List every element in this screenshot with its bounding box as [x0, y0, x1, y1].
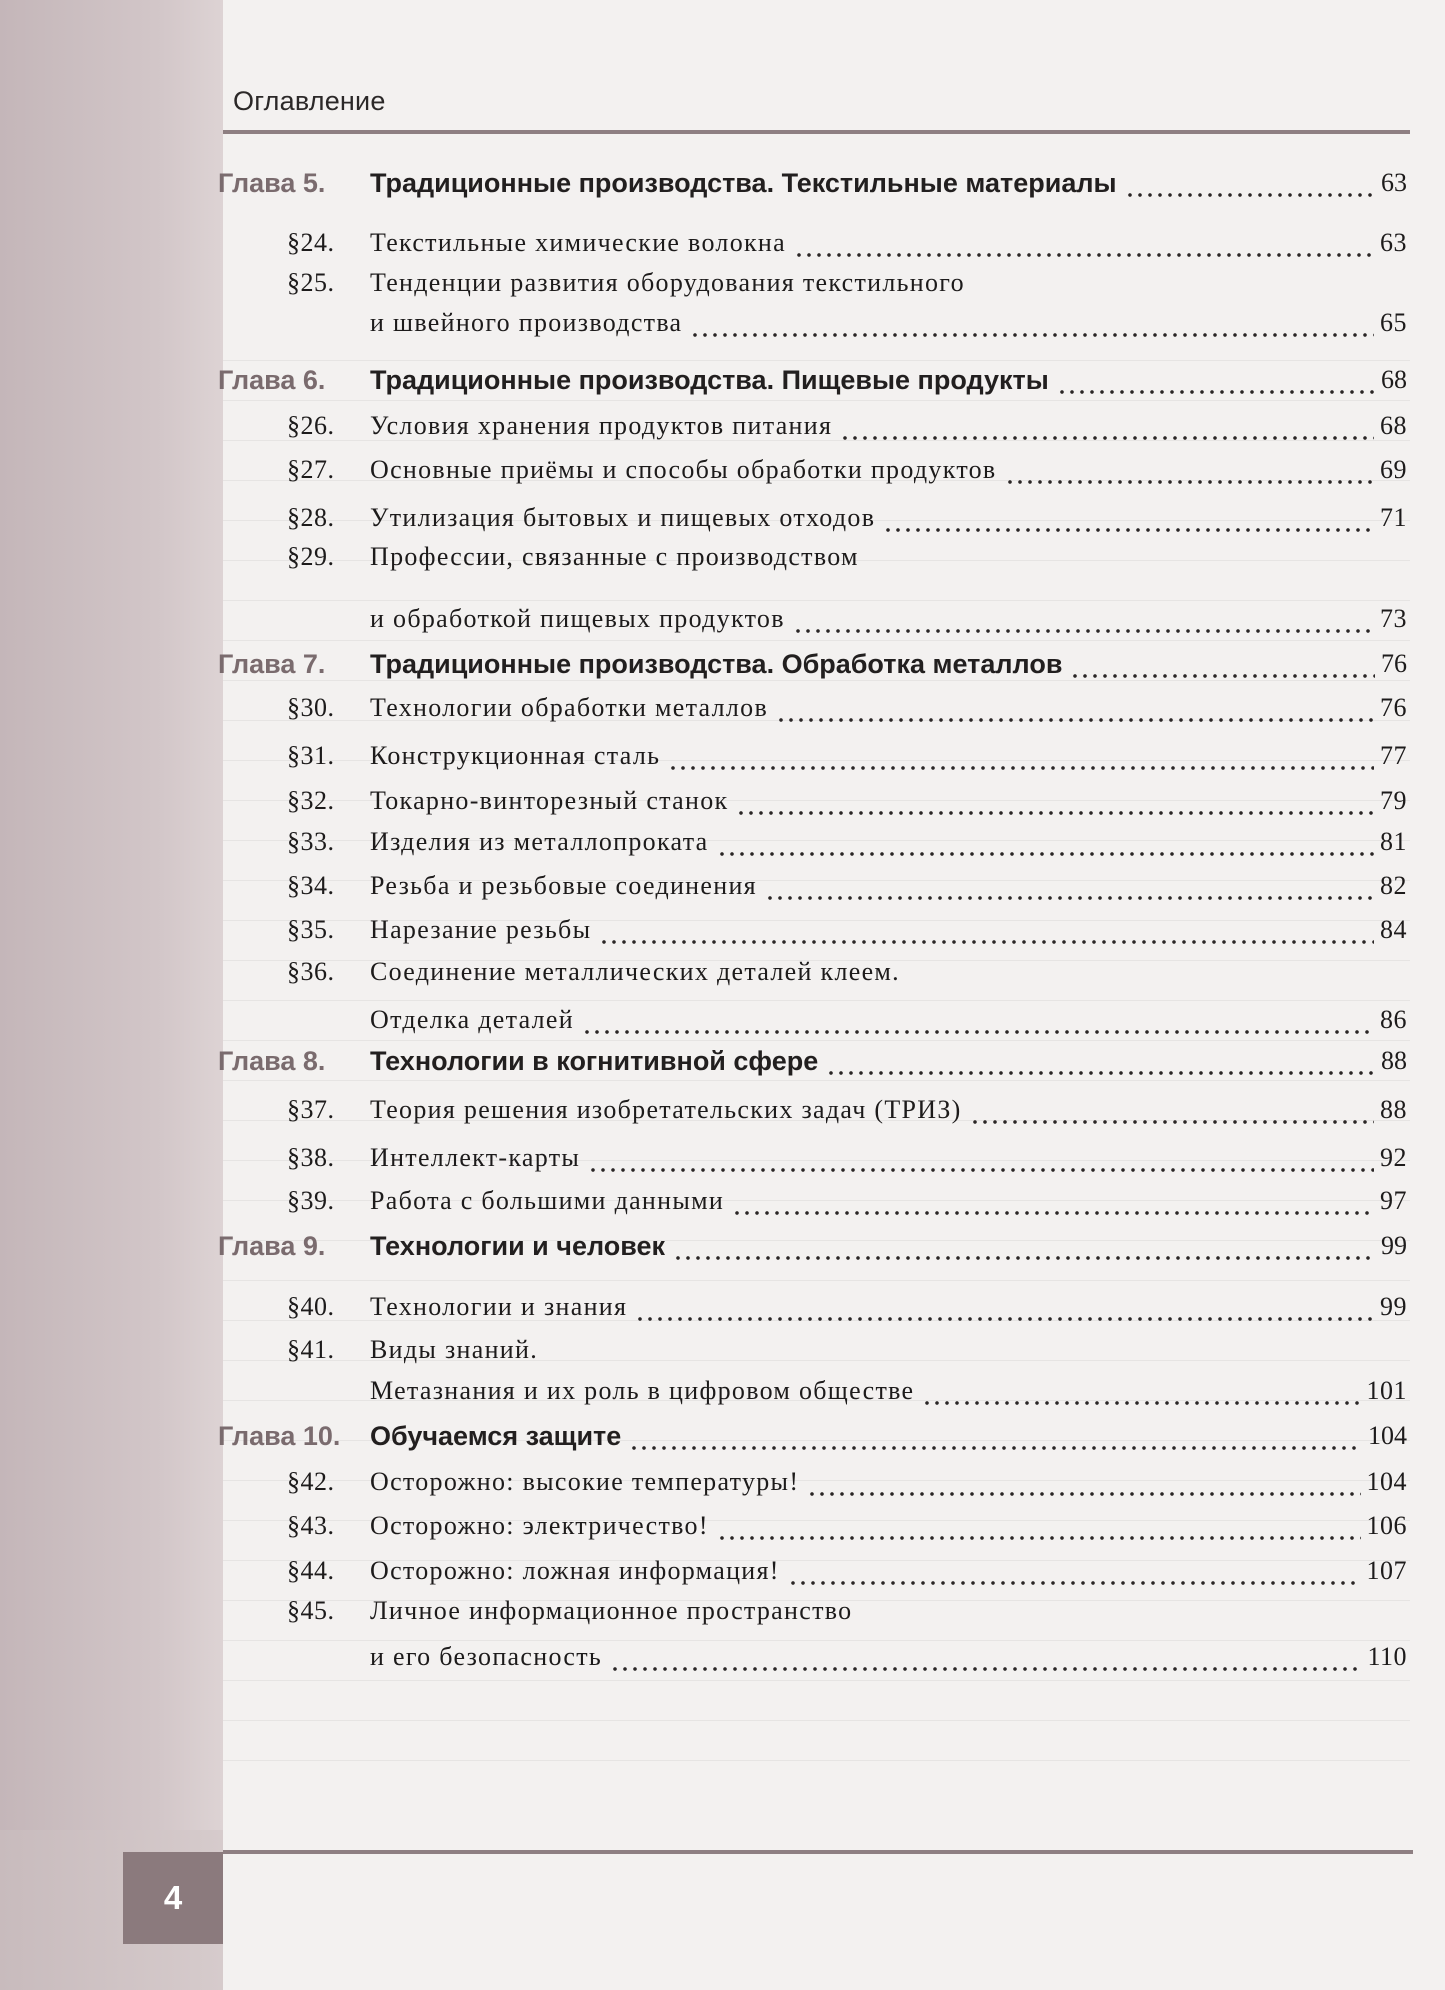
dot-leader: [776, 688, 1374, 728]
section-number: §44.: [287, 1556, 335, 1585]
page-ref: 76: [1380, 693, 1407, 722]
page-ref: 84: [1380, 915, 1407, 944]
page-ref: 68: [1381, 365, 1407, 394]
chapter-label: Глава 5.: [218, 168, 326, 198]
section-title: Резьба и резьбовые соединения: [370, 871, 757, 900]
section-title: Основные приёмы и способы обработки продуктов: [370, 455, 997, 484]
dot-leader: [588, 1138, 1374, 1178]
toc-section-row: [0, 1330, 1445, 1370]
dot-leader: [599, 910, 1374, 950]
section-number: §31.: [287, 741, 335, 770]
toc-section-row: [0, 303, 1445, 343]
section-title: Осторожно: электричество!: [370, 1511, 709, 1540]
section-title: Изделия из металлопроката: [370, 827, 709, 856]
toc-section-row: [0, 537, 1445, 577]
page-ref: 76: [1381, 649, 1407, 678]
section-number: §43.: [287, 1511, 335, 1540]
page-ref: 79: [1380, 786, 1407, 815]
section-title: Виды знаний.: [370, 1335, 539, 1364]
chapter-title: Обучаемся защите: [370, 1421, 622, 1451]
page-ref: 63: [1380, 228, 1407, 257]
header-rule: [223, 130, 1410, 134]
section-title: Условия хранения продуктов питания: [370, 411, 833, 440]
page-ref: 99: [1380, 1292, 1407, 1321]
page-ref: 99: [1381, 1231, 1407, 1260]
toc-section-row: [0, 1371, 1445, 1411]
toc-section-row: [0, 223, 1445, 263]
section-number: §26.: [287, 411, 335, 440]
toc-section-row: [0, 263, 1445, 303]
section-number: §42.: [287, 1467, 335, 1496]
dot-leader: [840, 406, 1374, 446]
section-number: §39.: [287, 1186, 335, 1215]
page-ref: 97: [1380, 1186, 1407, 1215]
dot-leader: [717, 1506, 1361, 1546]
section-number: §36.: [287, 957, 335, 986]
page-header-title: Оглавление: [233, 86, 386, 116]
toc-section-row: [0, 1551, 1445, 1591]
dot-leader: [736, 781, 1374, 821]
section-title: Утилизация бытовых и пищевых отходов: [370, 503, 876, 532]
dot-leader: [610, 1637, 1361, 1677]
chapter-title: Традиционные производства. Текстильные материалы: [370, 168, 1117, 198]
toc-chapter-row: [0, 360, 1445, 400]
section-number: §28.: [287, 503, 335, 532]
chapter-label: Глава 9.: [218, 1231, 326, 1261]
section-number: §45.: [287, 1596, 335, 1625]
section-number: §27.: [287, 455, 335, 484]
page-ref: 110: [1367, 1642, 1407, 1671]
section-number: §38.: [287, 1143, 335, 1172]
dot-leader: [673, 1226, 1375, 1266]
dot-leader: [883, 498, 1374, 538]
dot-leader: [635, 1287, 1374, 1327]
page-ref: 101: [1366, 1376, 1407, 1405]
toc-section-row: [0, 1462, 1445, 1502]
chapter-label: Глава 8.: [218, 1046, 326, 1076]
dot-leader: [970, 1090, 1374, 1130]
toc-section-row: [0, 1287, 1445, 1327]
page-ref: 73: [1380, 604, 1407, 633]
toc-section-row: [0, 736, 1445, 776]
page-ref: 104: [1366, 1467, 1407, 1496]
toc-section-row: [0, 1090, 1445, 1130]
toc-chapter-row: [0, 1416, 1445, 1456]
section-title: и швейного производства: [370, 308, 683, 337]
section-title: Осторожно: ложная информация!: [370, 1556, 780, 1585]
section-number: §30.: [287, 693, 335, 722]
dot-leader: [807, 1462, 1361, 1502]
dot-leader: [582, 1000, 1374, 1040]
dot-leader: [629, 1416, 1362, 1456]
section-title: Технологии обработки металлов: [370, 693, 769, 722]
section-number: §34.: [287, 871, 335, 900]
dot-leader: [668, 736, 1374, 776]
section-title: Текстильные химические волокна: [370, 228, 786, 257]
section-title: и обработкой пищевых продуктов: [370, 604, 785, 633]
toc-section-row: [0, 450, 1445, 490]
chapter-title: Традиционные производства. Обработка металлов: [370, 649, 1063, 679]
section-number: §41.: [287, 1335, 335, 1364]
chapter-title: Традиционные производства. Пищевые продукты: [370, 365, 1049, 395]
page-ref: 71: [1380, 503, 1407, 532]
page-ref: 81: [1380, 827, 1407, 856]
toc-section-row: [0, 688, 1445, 728]
section-number: §25.: [287, 268, 335, 297]
section-title: Тенденции развития оборудования текстильного: [370, 268, 965, 297]
section-number: §29.: [287, 542, 335, 571]
page-ref: 106: [1366, 1511, 1407, 1540]
section-title: и его безопасность: [370, 1642, 603, 1671]
page-ref: 65: [1380, 308, 1407, 337]
toc-section-row: [0, 781, 1445, 821]
toc-section-row: [0, 1591, 1445, 1631]
toc-chapter-row: [0, 1226, 1445, 1266]
toc-section-row: [0, 406, 1445, 446]
section-title: Личное информационное пространство: [370, 1596, 853, 1625]
page-ref: 92: [1380, 1143, 1407, 1172]
toc-section-row: [0, 1181, 1445, 1221]
dot-leader: [826, 1041, 1375, 1081]
page-ref: 69: [1380, 455, 1407, 484]
dot-leader: [732, 1181, 1374, 1221]
section-title: Конструкционная сталь: [370, 741, 661, 770]
toc-section-row: [0, 498, 1445, 538]
page-ref: 107: [1366, 1556, 1407, 1585]
page-ref: 68: [1380, 411, 1407, 440]
dot-leader: [690, 303, 1374, 343]
section-title: Осторожно: высокие температуры!: [370, 1467, 800, 1496]
toc-section-row: [0, 1138, 1445, 1178]
section-title: Токарно-винторезный станок: [370, 786, 729, 815]
section-title: Интеллект-карты: [370, 1143, 581, 1172]
section-number: §37.: [287, 1095, 335, 1124]
toc-chapter-row: [0, 644, 1445, 684]
toc-section-row: [0, 599, 1445, 639]
dot-leader: [717, 822, 1374, 862]
section-title: Теория решения изобретательских задач (ТРИЗ): [370, 1095, 962, 1124]
chapter-title: Технологии в когнитивной сфере: [370, 1046, 819, 1076]
section-title: Технологии и знания: [370, 1292, 628, 1321]
page-ref: 88: [1380, 1095, 1407, 1124]
section-number: §40.: [287, 1292, 335, 1321]
dot-leader: [765, 866, 1374, 906]
page-number-box: [123, 1852, 223, 1944]
dot-leader: [1125, 163, 1375, 203]
section-number: §24.: [287, 228, 335, 257]
section-title: Соединение металлических деталей клеем.: [370, 957, 900, 986]
page-ref: 77: [1380, 741, 1407, 770]
page-ref: 104: [1368, 1421, 1407, 1450]
chapter-title: Технологии и человек: [370, 1231, 666, 1261]
section-number: §33.: [287, 827, 335, 856]
dot-leader: [1057, 360, 1375, 400]
dot-leader: [793, 599, 1374, 639]
page-number: 4: [163, 1879, 183, 1916]
dot-leader: [1005, 450, 1374, 490]
toc-section-row: [0, 952, 1445, 992]
toc-section-row: [0, 866, 1445, 906]
toc-section-row: [0, 1506, 1445, 1546]
page-ref: 86: [1380, 1005, 1407, 1034]
chapter-label: Глава 10.: [218, 1421, 341, 1451]
chapter-label: Глава 7.: [218, 649, 326, 679]
section-title: Отделка деталей: [370, 1005, 574, 1034]
dot-leader: [1070, 644, 1375, 684]
toc-section-row: [0, 1637, 1445, 1677]
toc-section-row: [0, 822, 1445, 862]
dot-leader: [788, 1551, 1361, 1591]
toc-chapter-row: [0, 1041, 1445, 1081]
page-ref: 63: [1381, 168, 1407, 197]
toc-section-row: [0, 910, 1445, 950]
toc-chapter-row: [0, 163, 1445, 203]
footer-rule: [223, 1850, 1413, 1854]
page-ref: 88: [1381, 1046, 1407, 1075]
section-title: Работа с большими данными: [370, 1186, 725, 1215]
section-number: §32.: [287, 786, 335, 815]
toc-section-row: [0, 1000, 1445, 1040]
dot-leader: [922, 1371, 1361, 1411]
page-ref: 82: [1380, 871, 1407, 900]
dot-leader: [794, 223, 1374, 263]
section-title: Профессии, связанные с производством: [370, 542, 859, 571]
section-title: Нарезание резьбы: [370, 915, 592, 944]
chapter-label: Глава 6.: [218, 365, 326, 395]
section-number: §35.: [287, 915, 335, 944]
section-title: Метазнания и их роль в цифровом обществе: [370, 1376, 915, 1405]
